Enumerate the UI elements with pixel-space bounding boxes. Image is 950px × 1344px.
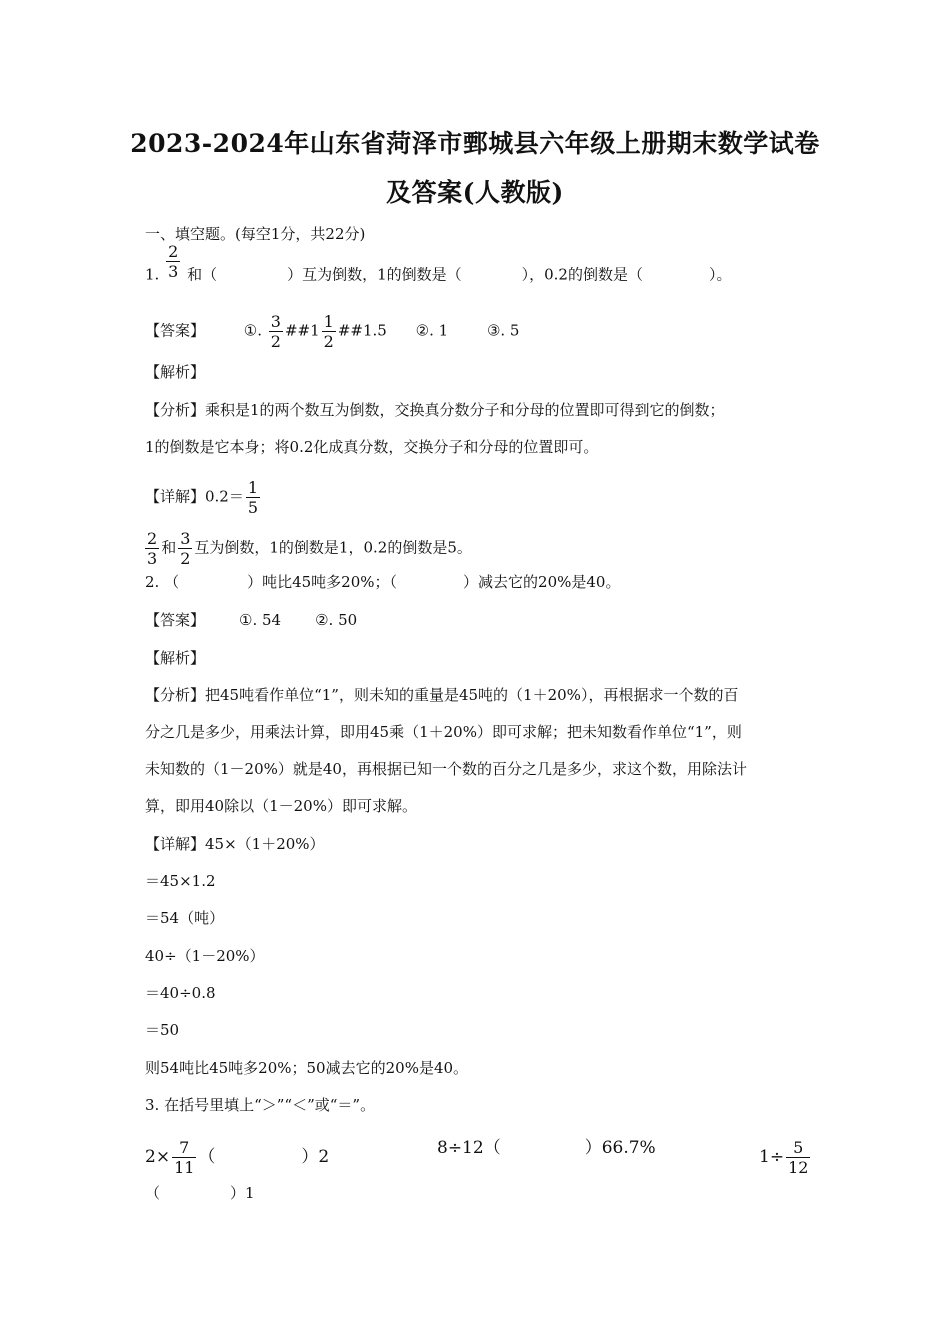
document-title-line2: 及答案(人教版) [386, 178, 564, 207]
fraction-denominator: 12 [788, 1158, 809, 1177]
question-text: ）。 [708, 265, 732, 284]
analysis-text: 算，即用40除以（1－20%）即可求解。 [145, 797, 417, 815]
analysis-text: 未知数的（1－20%）就是40，再根据已知一个数的百分之几是多少，求这个数，用除法计 [145, 760, 747, 778]
detail-text: 则54吨比45吨多20%；50减去它的20%是40。 [145, 1059, 469, 1077]
fraction [786, 1138, 810, 1177]
question-text: ）吨比45吨多20%；（ [247, 573, 398, 591]
fraction [166, 242, 180, 281]
answer-text: ②. 50 [315, 611, 358, 629]
conclusion-text: 互为倒数，1的倒数是1，0.2的倒数是5。 [194, 538, 472, 557]
question-text: 和（ [187, 265, 218, 284]
comparison-2 [437, 1138, 656, 1158]
answer-text: ##1 [284, 321, 320, 340]
answer-line [145, 312, 519, 351]
fraction-numerator: 3 [180, 529, 191, 548]
fraction-denominator: 2 [323, 332, 334, 351]
section-heading: 一、填空题。(每空1分，共22分) [145, 225, 366, 243]
document-title-line1: 2023-2024年山东省菏泽市鄄城县六年级上册期末数学试卷 [130, 129, 820, 158]
detail-text: ＝40÷0.8 [145, 984, 216, 1002]
question-text: ）减去它的20%是40。 [463, 573, 621, 591]
expression-text: 8÷12 [437, 1138, 484, 1158]
detail-text: ＝50 [145, 1021, 180, 1039]
answer-label: 【答案】 [145, 611, 206, 629]
expression-text: ）2 [301, 1147, 330, 1167]
comparison-3-continued [145, 1183, 255, 1203]
fraction-numerator: 3 [270, 312, 281, 331]
answer-text: ##1.5 [337, 321, 387, 340]
comparison-1 [145, 1138, 329, 1177]
question-number: 1. [145, 265, 160, 284]
comparison-3 [759, 1138, 812, 1177]
answer-text: ②. 1 [415, 321, 449, 340]
question-3: 3. 在括号里填上“＞”“＜”或“＝”。 [145, 1096, 376, 1114]
fraction-denominator: 2 [270, 332, 281, 351]
fraction-denominator: 2 [180, 549, 191, 568]
fraction [178, 529, 192, 568]
detail-text: ＝54（吨） [145, 909, 225, 927]
analysis-label: 【解析】 [145, 363, 206, 381]
fraction [145, 529, 159, 568]
analysis-text: 1的倒数是它本身；将0.2化成真分数，交换分子和分母的位置即可。 [145, 438, 599, 456]
fraction-numerator: 5 [793, 1138, 804, 1157]
fraction [246, 478, 260, 517]
answer-label: 【答案】 [145, 321, 206, 340]
detail-line [145, 478, 262, 517]
expression-text: （ [483, 1138, 501, 1158]
expression-text: ）1 [230, 1184, 255, 1202]
expression-text: （ [145, 1184, 161, 1202]
fraction-numerator: 1 [323, 312, 334, 331]
analysis-text: 【分析】乘积是1的两个数互为倒数，交换真分数分子和分母的位置即可得到它的倒数； [145, 401, 725, 419]
detail-text: ＝45×1.2 [145, 872, 216, 890]
fraction [269, 312, 283, 351]
question-1 [145, 242, 732, 295]
analysis-label: 【解析】 [145, 649, 206, 667]
fraction-denominator: 3 [147, 549, 158, 568]
expression-text: 1÷ [759, 1147, 785, 1167]
analysis-text: 【分析】把45吨看作单位“1”，则未知的重量是45吨的（1＋20%），再根据求一个数的百 [145, 686, 739, 704]
conclusion-text: 和 [161, 538, 177, 557]
conclusion-line [143, 529, 472, 568]
question-text: ）互为倒数，1的倒数是（ [287, 265, 462, 284]
detail-text: 40÷（1－20%） [145, 947, 265, 965]
detail-text: 【详解】0.2＝ [145, 487, 244, 506]
fraction-numerator: 2 [168, 242, 179, 261]
fraction-numerator: 2 [147, 529, 158, 548]
answer-text: ③. 5 [486, 321, 520, 340]
expression-text: 2× [145, 1147, 171, 1167]
question-text: ），0.2的倒数是（ [521, 265, 643, 284]
analysis-text: 分之几是多少，用乘法计算，即用45乘（1＋20%）即可求解；把未知数看作单位“1”，则 [145, 723, 742, 741]
expression-text: ）66.7% [584, 1138, 656, 1158]
fraction [172, 1138, 196, 1177]
expression-text: （ [198, 1147, 216, 1167]
fraction-denominator: 3 [168, 262, 179, 281]
answer-text: ①. 54 [239, 611, 282, 629]
fraction-numerator: 1 [247, 478, 259, 497]
answer-line [145, 610, 357, 630]
question-2 [145, 572, 620, 592]
detail-text: 【详解】45×（1＋20%） [145, 835, 325, 853]
fraction-denominator: 11 [174, 1158, 195, 1177]
fraction-denominator: 5 [247, 498, 259, 517]
answer-marker: ①. [243, 321, 263, 340]
question-text: 2. （ [145, 573, 180, 591]
fraction-numerator: 7 [179, 1138, 190, 1157]
fraction [322, 312, 336, 351]
